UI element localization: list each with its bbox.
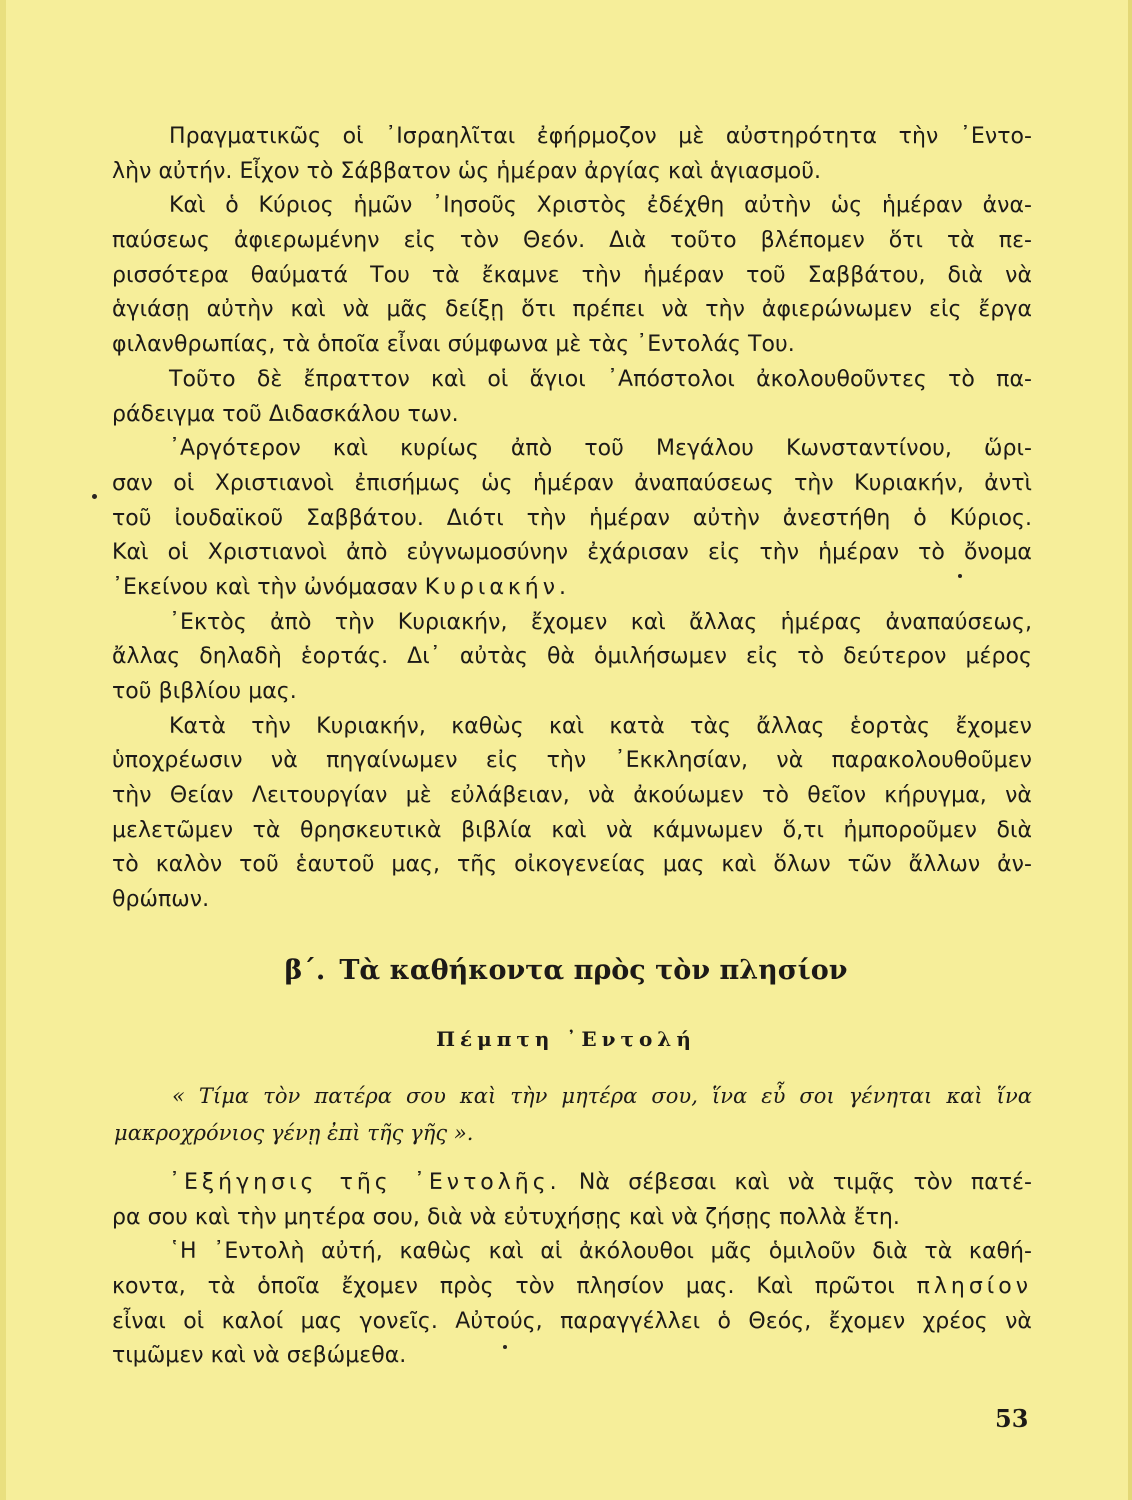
- text-line: ρισσότερα θαύματά Του τὰ ἔκαμνε τὴν ἡμέραν τοῦ Σαββάτου, διὰ νὰ: [112, 262, 1032, 288]
- section-heading: [0, 955, 1132, 986]
- text-line: θρώπων.: [112, 887, 210, 913]
- text-line: ὑποχρέωσιν νὰ πηγαίνωμεν εἰς τὴν ᾿Εκκλησίαν, νὰ παρακολουθοῦμεν: [112, 748, 1032, 774]
- text-line: τὴν Θείαν Λειτουργίαν μὲ εὐλάβειαν, νὰ ἀκούωμεν τὸ θεῖον κήρυγμα, νὰ: [112, 783, 1032, 809]
- text-line: ράδειγμα τοῦ Διδασκάλου των.: [112, 401, 459, 427]
- text-line: ἁγιάσῃ αὐτὴν καὶ νὰ μᾶς δείξῃ ὅτι πρέπει νὰ τὴν ἀφιερώνωμεν εἰς ἔργα: [112, 297, 1032, 323]
- print-speck: [92, 494, 97, 499]
- section-title: Τὰ καθήκοντα πρὸς τὸν πλησίον: [339, 955, 848, 986]
- print-speck: [503, 1345, 507, 1349]
- text-line: ἄλλας δηλαδὴ ἑορτάς. Δι᾿ αὐτὰς θὰ ὁμιλήσωμεν εἰς τὸ δεύτερον μέρος: [112, 644, 1032, 670]
- text-line: σαν οἱ Χριστιανοὶ ἐπισήμως ὡς ἡμέραν ἀναπαύσεως τὴν Κυριακήν, ἀντὶ: [112, 470, 1032, 496]
- spaced-word: Κυριακήν.: [424, 574, 571, 600]
- commandment-heading: Πέμπτη ᾿Εντολή: [436, 1027, 696, 1051]
- text-line: τοῦ ἰουδαϊκοῦ Σαββάτου. Διότι τὴν ἡμέραν αὐτὴν ἀνεστήθη ὁ Κύριος.: [112, 505, 1032, 531]
- body-text-bottom: [112, 1166, 1032, 1374]
- text-line: Καὶ ὁ Κύριος ἡμῶν ᾿Ιησοῦς Χριστὸς ἐδέχθη αὐτὴν ὡς ἡμέραν ἀνα-: [169, 193, 1032, 219]
- body-text-top: [112, 120, 1032, 918]
- text-line: μελετῶμεν τὰ θρησκευτικὰ βιβλία καὶ νὰ κάμνωμεν ὅ,τι ἠμποροῦμεν διὰ: [112, 817, 1032, 843]
- spaced-word: πλησίον: [916, 1274, 1032, 1300]
- text-line: [112, 571, 1032, 606]
- text-line: ρα σου καὶ τὴν μητέρα σου, διὰ νὰ εὐτυχήσῃς καὶ νὰ ζήσῃς πολλὰ ἔτη.: [112, 1204, 900, 1230]
- text-line: Κατὰ τὴν Κυριακήν, καθὼς καὶ κατὰ τὰς ἄλλας ἑορτὰς ἔχομεν: [169, 713, 1032, 739]
- text-fragment: Νὰ σέβεσαι καὶ νὰ τιμᾷς τὸν πατέ-: [578, 1170, 1032, 1195]
- text-fragment: κοντα, τὰ ὁποῖα ἔχομεν πρὸς τὸν πλησίον μας. Καὶ πρῶτοι: [112, 1274, 895, 1300]
- text-line: Πραγματικῶς οἱ ᾿Ισραηλῖται ἐφήρμοζον μὲ αὐστηρότητα τὴν ᾿Εντο-: [169, 124, 1032, 149]
- text-fragment: ᾿Εκείνου καὶ τὴν ὠνόμασαν: [112, 574, 425, 600]
- text-line: Τοῦτο δὲ ἔπραττον καὶ οἱ ἅγιοι ᾿Απόστολοι ἀκολουθοῦντες τὸ πα-: [169, 366, 1032, 392]
- print-speck: [958, 574, 962, 578]
- text-line: [112, 1166, 1032, 1201]
- explanation-label: ᾿Εξήγησις τῆς ᾿Εντολῆς.: [169, 1170, 561, 1195]
- quote-line: « Τίμα τὸν πατέρα σου καὶ τὴν μητέρα σου, ἵνα εὖ σοι γένηται καὶ ἵνα: [172, 1084, 1032, 1108]
- text-line: ῾Η ᾿Εντολὴ αὐτή, καθὼς καὶ αἱ ἀκόλουθοι μᾶς ὁμιλοῦν διὰ τὰ καθή-: [169, 1239, 1032, 1265]
- page-number: 53: [995, 1404, 1029, 1433]
- text-line: ᾿Αργότερον καὶ κυρίως ἀπὸ τοῦ Μεγάλου Κωνσταντίνου, ὥρι-: [169, 436, 1032, 462]
- commandment-quote: [114, 1078, 1032, 1152]
- text-line: τοῦ βιβλίου μας.: [112, 679, 297, 704]
- text-line: τιμῶμεν καὶ νὰ σεβώμεθα.: [112, 1343, 407, 1369]
- text-line: Καὶ οἱ Χριστιανοὶ ἀπὸ εὐγνωμοσύνην ἐχάρισαν εἰς τὴν ἡμέραν τὸ ὄνομα: [112, 540, 1032, 566]
- text-line: φιλανθρωπίας, τὰ ὁποῖα εἶναι σύμφωνα μὲ τὰς ᾿Εντολάς Του.: [112, 332, 795, 358]
- text-line: εἶναι οἱ καλοί μας γονεῖς. Αὐτούς, παραγγέλλει ὁ Θεός, ἔχομεν χρέος νὰ: [112, 1308, 1032, 1334]
- text-line: λὴν αὐτήν. Εἶχον τὸ Σάββατον ὡς ἡμέραν ἀργίας καὶ ἁγιασμοῦ.: [112, 158, 822, 184]
- section-number: β΄.: [284, 955, 326, 986]
- text-line: ᾿Εκτὸς ἀπὸ τὴν Κυριακήν, ἔχομεν καὶ ἄλλας ἡμέρας ἀναπαύσεως,: [169, 609, 1032, 635]
- text-line: παύσεως ἀφιερωμένην εἰς τὸν Θεόν. Διὰ τοῦτο βλέπομεν ὅτι τὰ πε-: [112, 228, 1032, 254]
- text-line: τὸ καλὸν τοῦ ἑαυτοῦ μας, τῆς οἰκογενείας μας καὶ ὅλων τῶν ἄλλων ἀν-: [112, 852, 1032, 878]
- text-line: [112, 1270, 1032, 1305]
- quote-line: μακροχρόνιος γένῃ ἐπὶ τῆς γῆς ».: [114, 1121, 474, 1145]
